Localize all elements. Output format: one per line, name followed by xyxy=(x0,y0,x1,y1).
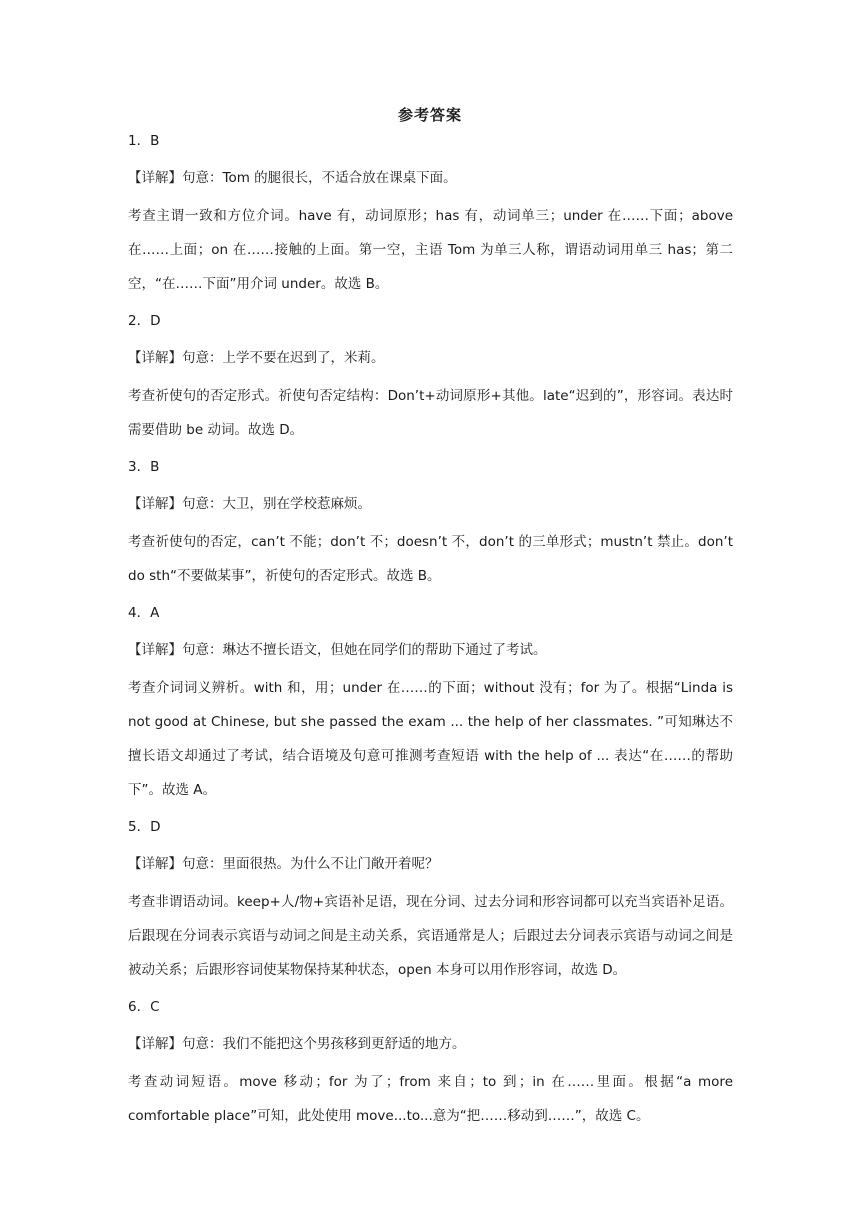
answer-analysis: 考查动词短语。move 移动；for 为了；from 来自；to 到；in 在……里面。根据“a more comfortable place”可知，此处使用 move...to...意为“把……移动到……”，故选 C。 xyxy=(128,1074,733,1124)
answer-analysis: 考查祈使句的否定，can’t 不能；don’t 不；doesn’t 不，don’t 的三单形式；mustn’t 禁止。don’t do sth“不要做某事”，祈使句的否定形式。故选 B。 xyxy=(128,534,733,584)
answer-analysis: 考查非谓语动词。keep+人/物+宾语补足语，现在分词、过去分词和形容词都可以充当宾语补足语。后跟现在分词表示宾语与动词之间是主动关系，宾语通常是人；后跟过去分词表示宾语与动词之间是被动关系；后跟形容词使某物保持某种状态，open 本身可以用作形容词，故选 D。 xyxy=(128,894,733,978)
answer-number: 3．B xyxy=(128,459,160,475)
answer-item-5 xyxy=(128,817,733,987)
answer-list xyxy=(128,131,733,1143)
answer-analysis: 考查祈使句的否定形式。祈使句否定结构：Don’t+动词原形+其他。late“迟到的”，形容词。表达时需要借助 be 动词。故选 D。 xyxy=(128,388,733,438)
answer-item-3 xyxy=(128,457,733,593)
answer-detail: 【详解】句意：我们不能把这个男孩移到更舒适的地方。 xyxy=(128,1036,466,1052)
answer-number: 2．D xyxy=(128,313,161,329)
answer-item-4 xyxy=(128,603,733,807)
answer-number: 5．D xyxy=(128,819,161,835)
answer-detail: 【详解】句意：里面很热。为什么不让门敞开着呢？ xyxy=(128,856,439,872)
answer-analysis: 考查介词词义辨析。with 和，用；under 在……的下面；without 没有；for 为了。根据“Linda is not good at Chinese, but she passed the exam ... the help of her classmates. ”可知琳达不擅长语文却通过了考试，结合语境及句意可推测考查短语 with the help of ... 表达“在……的帮助下”。故选 A。 xyxy=(128,680,733,798)
answer-detail: 【详解】句意：琳达不擅长语文，但她在同学们的帮助下通过了考试。 xyxy=(128,642,547,658)
answer-number: 4．A xyxy=(128,605,160,621)
answer-analysis: 考查主谓一致和方位介词。have 有，动词原形；has 有，动词单三；under 在……下面；above 在……上面；on 在……接触的上面。第一空，主语 Tom 为单三人称，谓语动词用单三 has；第二空，“在……下面”用介词 under。故选 B。 xyxy=(128,208,733,292)
answer-detail: 【详解】句意：大卫，别在学校惹麻烦。 xyxy=(128,496,371,512)
answer-item-6 xyxy=(128,997,733,1133)
answer-item-2 xyxy=(128,311,733,447)
answer-detail: 【详解】句意：Tom 的腿很长，不适合放在课桌下面。 xyxy=(128,170,457,186)
page-title: 参考答案 xyxy=(397,106,462,124)
answer-item-1 xyxy=(128,131,733,301)
answer-detail: 【详解】句意：上学不要在迟到了，米莉。 xyxy=(128,350,385,366)
answer-number: 6．C xyxy=(128,999,160,1015)
answer-number: 1．B xyxy=(128,133,160,149)
